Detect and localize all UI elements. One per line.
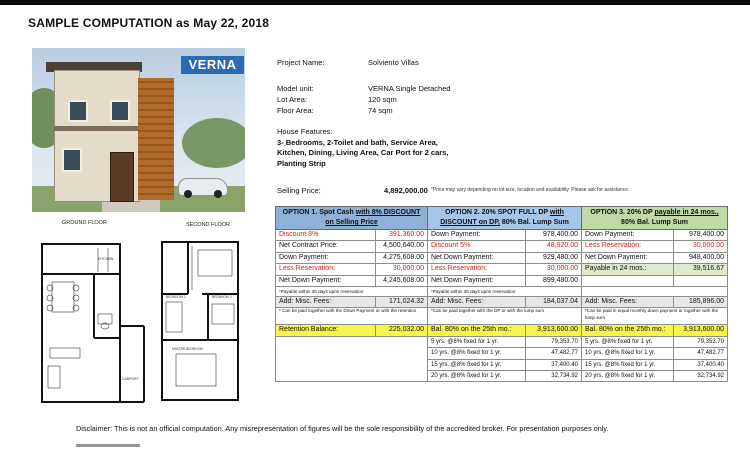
second-floor-plan (158, 236, 244, 406)
model-unit-label: Model unit: (277, 84, 314, 93)
table-row (276, 297, 728, 308)
table-note: * Can be paid together with the Down Payment or with the retention (276, 308, 428, 325)
table-cell: Discount 8% (276, 230, 376, 241)
table-cell: 47,482.77 (526, 348, 582, 359)
table-cell: 948,400.00 (674, 252, 728, 263)
table-cell: Less Reservation: (582, 241, 674, 252)
table-cell: 48,920.00 (526, 241, 582, 252)
table-cell (674, 275, 728, 286)
table-cell: Payable in 24 mos.: (582, 264, 674, 275)
table-cell: Down Payment: (582, 230, 674, 241)
option3-header: OPTION 3. 20% DP payable in 24 mos., 80% Bal. Lump Sum (582, 207, 728, 230)
table-cell: 5 yrs. @8% fixed for 1 yr. (428, 336, 526, 347)
model-unit-value: VERNA Single Detached (368, 84, 451, 93)
project-name-value: Solviento Villas (368, 58, 419, 67)
ground-floor-label: GROUND FLOOR (62, 220, 107, 226)
feature-line: Kitchen, Dining, Living Area, Car Port for 2 cars, (277, 148, 449, 157)
table-cell: Less Reservation: (428, 264, 526, 275)
table-row (276, 252, 728, 263)
table-cell: 32,734.92 (674, 371, 728, 382)
table-cell: Add: Misc. Fees: (582, 297, 674, 308)
floor-area-row (277, 106, 497, 118)
table-cell: Retention Balance: (276, 325, 376, 336)
options-header-row (276, 207, 728, 230)
table-cell: 20 yrs. @8% fixed for 1 yr. (582, 371, 674, 382)
table-cell: 4,275,608.00 (376, 252, 428, 263)
table-cell: 20 yrs. @8% fixed for 1 yr. (428, 371, 526, 382)
selling-price-note: *Price may vary depending on lot size, location and availability. Please ask for assistance. (431, 187, 630, 193)
table-row (276, 230, 728, 241)
table-cell: 79,353.70 (674, 336, 728, 347)
table-note (582, 287, 728, 297)
table-cell: 184,037.04 (526, 297, 582, 308)
table-cell: 10 yrs. @8% fixed for 1 yr. (428, 348, 526, 359)
table-cell: 30,000.00 (674, 241, 728, 252)
feature-line: 3- Bedrooms, 2-Toilet and bath, Service Area, (277, 137, 438, 147)
table-cell: Net Down Payment: (428, 275, 526, 286)
table-cell: 4,500,640.00 (376, 241, 428, 252)
bedroom3-label: BEDROOM 3 (212, 295, 232, 299)
project-name-label: Project Name: (277, 58, 325, 67)
table-cell: 30,000.00 (526, 264, 582, 275)
table-cell: 37,400.40 (674, 359, 728, 370)
table-cell: 978,400.00 (526, 230, 582, 241)
table-cell: 15 yrs. @8% fixed for 1 yr. (582, 359, 674, 370)
selling-price-label: Selling Price: (277, 186, 321, 195)
table-cell: 225,032.00 (376, 325, 428, 336)
second-floor-label: SECOND FLOOR (186, 222, 231, 228)
table-cell: 37,400.40 (526, 359, 582, 370)
table-cell: 47,482.77 (674, 348, 728, 359)
table-note: *Payable within 30 days upon reservation (276, 287, 428, 297)
option2-header: OPTION 2. 20% SPOT FULL DP with DISCOUNT on DP, 80% Bal. Lump Sum (428, 207, 582, 230)
retention-row (276, 325, 728, 336)
lot-area-value: 120 sqm (368, 95, 397, 104)
table-cell: Bal. 80% on the 25th mo.: (428, 325, 526, 336)
table-cell: Add: Misc. Fees: (428, 297, 526, 308)
features-title: House Features: (277, 127, 333, 136)
table-cell: 929,480.00 (526, 252, 582, 263)
table-cell: 32,734.92 (526, 371, 582, 382)
lot-area-label: Lot Area: (277, 95, 308, 104)
table-cell: Bal. 80% on the 25th mo.: (582, 325, 674, 336)
table-cell: Discount 5% (428, 241, 526, 252)
page-title: SAMPLE COMPUTATION as May 22, 2018 (28, 16, 270, 30)
disclaimer: Disclaimer: This is not an official computation. Any misrepresentation of figures will be the sole responsibility of the accredited broker. For presentation purposes only. (76, 424, 609, 433)
table-cell: Down Payment: (428, 230, 526, 241)
table-note: *Payable within 30 days upon reservation (428, 287, 582, 297)
table-cell: Down Payment: (276, 252, 376, 263)
table-cell (582, 275, 674, 286)
top-border (0, 0, 750, 5)
table-note: *Can be paid in equal monthly down payment or together with the lump sum (582, 308, 728, 325)
table-cell: 30,000.00 (376, 264, 428, 275)
table-cell: Net Contract Price: (276, 241, 376, 252)
table-cell: 899,480.00 (526, 275, 582, 286)
house-features (277, 127, 492, 169)
table-cell: 15 yrs. @8% fixed for 1 yr. (428, 359, 526, 370)
bedroom2-label: BEDROOM 2 (166, 295, 186, 299)
table-cell: 4,245,608.00 (376, 275, 428, 286)
table-cell: 171,024.32 (376, 297, 428, 308)
table-row (276, 264, 728, 275)
payment-options-table (275, 206, 728, 382)
table-note-row (276, 287, 728, 297)
master-bedroom-label: MASTER BEDROOM (172, 347, 203, 351)
floor-area-value: 74 sqm (368, 106, 393, 115)
table-cell: 185,896.00 (674, 297, 728, 308)
table-cell (276, 336, 428, 382)
table-row (276, 241, 728, 252)
table-row (276, 336, 728, 347)
table-cell: 391,360.00 (376, 230, 428, 241)
ground-floor-plan (38, 230, 148, 410)
table-cell: 3,913,600.00 (674, 325, 728, 336)
table-row (276, 275, 728, 286)
table-cell: Add: Misc. Fees: (276, 297, 376, 308)
table-cell: Net Down Payment: (276, 275, 376, 286)
carport-label: CARPORT (122, 377, 139, 381)
cutoff-text-fragment (76, 444, 140, 447)
table-cell: 3,913,600.00 (526, 325, 582, 336)
table-cell: 10 yrs. @8% fixed for 1 yr. (582, 348, 674, 359)
option1-header: OPTION 1. Spot Cash with 8% DISCOUNT on Selling Price (276, 207, 428, 230)
feature-line: Planting Strip (277, 158, 326, 168)
table-note: *Can be paid together with the DP or with the lump sum (428, 308, 582, 325)
kitchen-label: KITCHEN (98, 257, 114, 261)
floor-area-label: Floor Area: (277, 106, 314, 115)
table-cell: 39,516.67 (674, 264, 728, 275)
model-badge: VERNA (181, 56, 244, 74)
project-name-row (277, 58, 497, 70)
table-note-row (276, 308, 728, 325)
table-cell: Net Down Payment: (582, 252, 674, 263)
selling-price-value: 4,892,000.00 (384, 186, 428, 195)
table-cell: 5 yrs. @8% fixed for 1 yr. (582, 336, 674, 347)
selling-price-row (277, 186, 630, 195)
table-cell: 978,400.00 (674, 230, 728, 241)
table-cell: Less Reservation: (276, 264, 376, 275)
table-cell: Net Down Payment: (428, 252, 526, 263)
table-cell: 79,353.70 (526, 336, 582, 347)
